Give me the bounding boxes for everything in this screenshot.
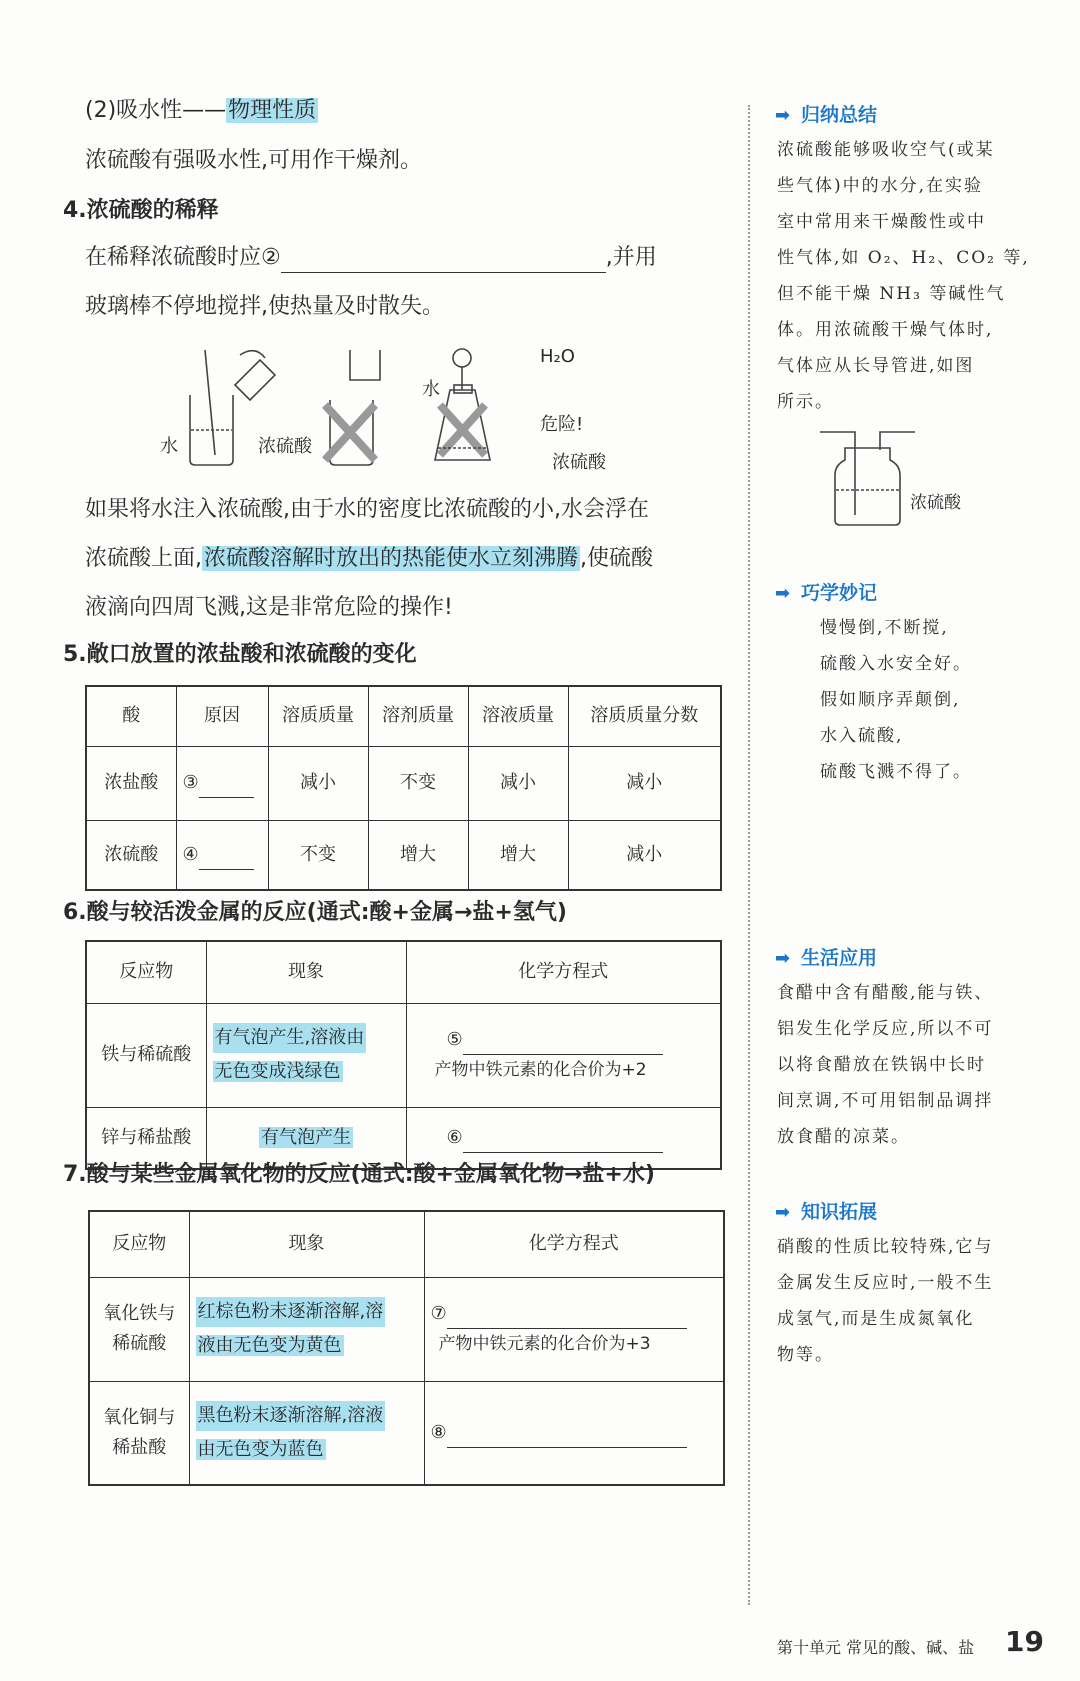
header-cell: 溶质质量	[268, 686, 368, 746]
answer-blank-7[interactable]	[447, 1306, 687, 1329]
dilution-para-3: 液滴向四周飞溅,这是非常危险的操作!	[85, 595, 453, 620]
answer-blank-4[interactable]	[199, 847, 254, 870]
item-water-absorption	[85, 96, 318, 126]
fig-label-water-mid: 水	[422, 379, 440, 400]
phenomenon-line: 液由无色变为黄色	[197, 1335, 342, 1356]
cell-solution: 减小	[468, 746, 568, 820]
answer-blank-2[interactable]	[281, 250, 606, 273]
cell-reason	[176, 746, 268, 820]
fig-label-acid-right: 浓硫酸	[552, 452, 606, 473]
summary-line: 气体应从长导管进,如图	[777, 356, 975, 376]
phenomenon-line: 红棕色粉末逐渐溶解,溶	[196, 1297, 386, 1327]
dilution-prefix: 在稀释浓硫酸时应②	[85, 245, 281, 270]
cell-equation	[406, 1003, 721, 1107]
life-heading	[775, 943, 877, 970]
cell-equation	[424, 1381, 724, 1485]
circled-num: ⑦	[430, 1303, 447, 1324]
para-2-pre: 浓硫酸上面,	[85, 546, 202, 571]
ext-line: 硝酸的性质比较特殊,它与	[777, 1237, 994, 1257]
fig-label-acid-mid: 浓硫酸	[258, 436, 312, 457]
arrow-right-icon: ➡	[775, 583, 791, 604]
reactant-line: 氧化铜与	[103, 1406, 176, 1428]
cell-phenomenon	[206, 1003, 406, 1107]
life-line: 食醋中含有醋酸,能与铁、	[777, 983, 994, 1003]
phenomenon-line: 无色变成浅绿色	[214, 1061, 341, 1082]
answer-blank-8[interactable]	[447, 1425, 687, 1448]
mnemonic-line: 假如顺序弄颠倒,	[820, 690, 961, 710]
summary-line: 室中常用来干燥酸性或中	[777, 212, 986, 232]
header-cell: 反应物	[89, 1211, 189, 1277]
header-cell: 化学方程式	[424, 1211, 724, 1277]
arrow-right-icon: ➡	[775, 948, 791, 969]
ext-title: 知识拓展	[801, 1201, 878, 1223]
summary-line: 些气体)中的水分,在实验	[777, 176, 984, 196]
cell-reactant: 铁与稀硫酸	[86, 1003, 206, 1107]
reactant-line: 氧化铁与	[103, 1303, 176, 1324]
summary-title: 归纳总结	[801, 104, 878, 126]
circled-num: ④	[182, 843, 199, 865]
cell-reactant	[89, 1277, 189, 1381]
life-line: 以将食醋放在铁锅中长时	[777, 1055, 986, 1075]
arrow-right-icon: ➡	[775, 105, 791, 126]
header-cell: 溶液质量	[468, 686, 568, 746]
circled-num: ⑥	[446, 1126, 463, 1148]
table-row	[89, 1381, 724, 1485]
item-prefix: (2)吸水性——	[85, 98, 227, 123]
fig-label-bottle-acid: 浓硫酸	[910, 493, 961, 513]
cell-solvent: 不变	[368, 746, 468, 820]
summary-text	[777, 132, 1030, 420]
header-cell: 现象	[206, 941, 406, 1003]
fig-label-danger: 危险!	[540, 414, 584, 435]
table-header-row	[89, 1211, 724, 1277]
page-number: 19	[1005, 1625, 1044, 1658]
mnemonic-line: 慢慢倒,不断搅,	[820, 618, 949, 638]
cell-phenomenon	[189, 1381, 424, 1485]
cell-acid: 浓硫酸	[86, 820, 176, 890]
summary-line: 所示。	[777, 392, 834, 412]
cell-solvent: 增大	[368, 820, 468, 890]
mnemonic-line: 水入硫酸,	[820, 726, 904, 746]
table-row	[86, 1003, 721, 1107]
dilution-para-2	[85, 544, 653, 574]
header-cell: 化学方程式	[406, 941, 721, 1003]
life-line: 间烹调,不可用铝制品调拌	[777, 1091, 994, 1111]
life-text	[777, 975, 993, 1155]
ext-heading	[775, 1197, 877, 1224]
highlight-heat-boil: 浓硫酸溶解时放出的热能使水立刻沸腾	[204, 546, 579, 571]
mnemonic-line: 硫酸入水安全好。	[820, 654, 972, 674]
circled-num: ⑧	[430, 1421, 447, 1443]
phenomenon-line: 有气泡产生	[261, 1126, 351, 1148]
table-row	[86, 746, 721, 820]
header-cell: 溶质质量分数	[568, 686, 721, 746]
table-acid-metal	[85, 940, 722, 1170]
cell-fraction: 减小	[568, 746, 721, 820]
section-6-title: 6.酸与较活泼金属的反应(通式:酸+金属→盐+氢气)	[63, 900, 567, 925]
header-cell: 原因	[176, 686, 268, 746]
dilution-line-1	[85, 243, 657, 273]
equation-note: 产物中铁元素的化合价为+2	[434, 1060, 647, 1080]
answer-blank-5[interactable]	[463, 1032, 663, 1055]
table-open-acids	[85, 685, 722, 891]
ext-text	[777, 1229, 993, 1373]
table-acid-oxide	[88, 1210, 725, 1486]
reactant-line: 稀盐酸	[112, 1436, 167, 1458]
phenomenon-line: 有气泡产生,溶液由	[213, 1023, 367, 1053]
reactant-line: 稀硫酸	[112, 1333, 167, 1354]
circled-num: ③	[182, 772, 199, 793]
dilution-para-1: 如果将水注入浓硫酸,由于水的密度比浓硫酸的小,水会浮在	[85, 497, 649, 522]
summary-line: 浓硫酸能够吸收空气(或某	[777, 140, 995, 160]
answer-blank-6[interactable]	[463, 1130, 663, 1153]
table-row	[89, 1277, 724, 1381]
highlight-physical-property: 物理性质	[228, 98, 317, 123]
header-cell: 酸	[86, 686, 176, 746]
para-2-post: ,使硫酸	[580, 546, 654, 571]
equation-note: 产物中铁元素的化合价为+3	[438, 1334, 651, 1354]
circled-num: ⑤	[446, 1029, 463, 1050]
table-row	[86, 820, 721, 890]
water-absorption-text: 浓硫酸有强吸水性,可用作干燥剂。	[85, 148, 422, 173]
life-line: 铝发生化学反应,所以不可	[777, 1019, 994, 1039]
cell-reason	[176, 820, 268, 890]
phenomenon-line: 由无色变为蓝色	[197, 1438, 324, 1460]
answer-blank-3[interactable]	[199, 775, 254, 798]
dilution-line-2: 玻璃棒不停地搅拌,使热量及时散失。	[85, 294, 444, 319]
arrow-right-icon: ➡	[775, 1202, 791, 1223]
cell-solute: 减小	[268, 746, 368, 820]
summary-heading	[775, 100, 877, 127]
cell-solution: 增大	[468, 820, 568, 890]
header-cell: 现象	[189, 1211, 424, 1277]
phenomenon-line: 黑色粉末逐渐溶解,溶液	[196, 1401, 386, 1431]
section-4-title: 4.浓硫酸的稀释	[63, 198, 219, 223]
cell-reactant: 锌与稀盐酸	[86, 1107, 206, 1169]
summary-line: 但不能干燥 NH₃ 等碱性气	[777, 284, 1006, 304]
header-cell: 反应物	[86, 941, 206, 1003]
life-title: 生活应用	[801, 947, 878, 969]
dilution-suffix: ,并用	[605, 245, 657, 270]
mnemonic-heading	[775, 578, 877, 605]
ext-line: 成氢气,而是生成氮氧化	[777, 1309, 975, 1329]
life-line: 放食醋的凉菜。	[777, 1127, 910, 1147]
header-cell: 溶剂质量	[368, 686, 468, 746]
table-header-row	[86, 941, 721, 1003]
cell-phenomenon	[189, 1277, 424, 1381]
fig-label-h2o: H₂O	[540, 346, 575, 367]
cell-acid: 浓盐酸	[86, 746, 176, 820]
footer-unit-title: 第十单元 常见的酸、碱、盐	[777, 1638, 975, 1657]
cell-equation	[424, 1277, 724, 1381]
cell-fraction: 减小	[568, 820, 721, 890]
mnemonic-title: 巧学妙记	[801, 582, 878, 604]
mnemonic-text	[820, 610, 972, 790]
cell-reactant	[89, 1381, 189, 1485]
ext-line: 物等。	[777, 1345, 834, 1365]
cell-solute: 不变	[268, 820, 368, 890]
gas-drying-bottle-figure	[820, 420, 930, 530]
fig-label-water-left: 水	[160, 436, 178, 457]
section-7-title: 7.酸与某些金属氧化物的反应(通式:酸+金属氧化物→盐+水)	[63, 1162, 655, 1187]
summary-line: 体。用浓硫酸干燥气体时,	[777, 320, 994, 340]
summary-line: 性气体,如 O₂、H₂、CO₂ 等,	[777, 248, 1030, 268]
mnemonic-line: 硫酸飞溅不得了。	[820, 762, 972, 782]
column-divider	[748, 105, 750, 1605]
ext-line: 金属发生反应时,一般不生	[777, 1273, 994, 1293]
table-header-row	[86, 686, 721, 746]
section-5-title: 5.敞口放置的浓盐酸和浓硫酸的变化	[63, 642, 417, 667]
